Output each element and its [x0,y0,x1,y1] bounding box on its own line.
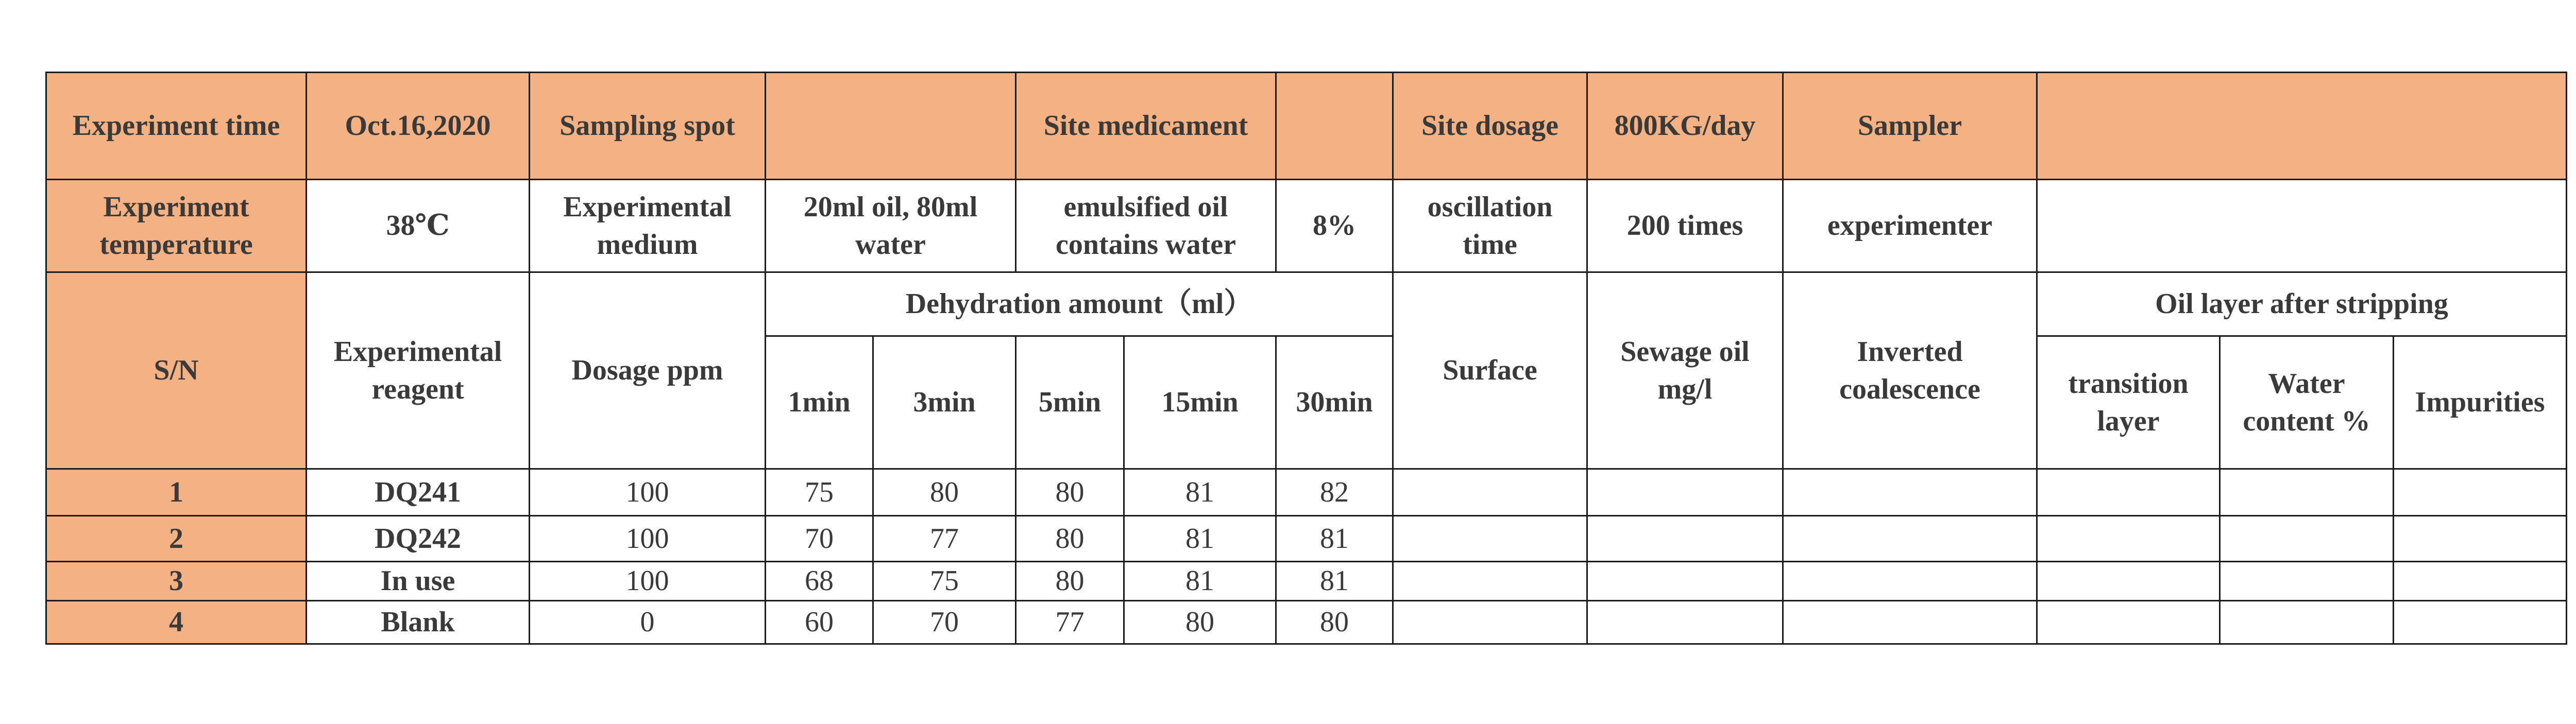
row-transition [2037,516,2220,562]
row-value-30min: 81 [1276,516,1393,562]
oscillation-label: oscillation time [1393,180,1587,272]
row-value-1min: 60 [766,600,873,644]
row-value-3min: 70 [873,600,1016,644]
time-header-30min: 30min [1276,336,1393,469]
time-header-3min: 3min [873,336,1016,469]
medium-label: Experimental medium [530,180,766,272]
reagent-header: Experimental reagent [307,272,530,469]
dehydration-group-header: Dehydration amount（ml） [766,272,1393,336]
site-medicament-label: Site medicament [1016,73,1276,180]
row-value-15min: 80 [1124,600,1276,644]
row-surface [1393,600,1587,644]
row-transition [2037,562,2220,601]
row-reagent: Blank [307,600,530,644]
row-sn: 4 [46,600,307,644]
row-value-15min: 81 [1124,516,1276,562]
row-value-3min: 80 [873,469,1016,516]
row-sn: 1 [46,469,307,516]
sampling-spot-label: Sampling spot [530,73,766,180]
time-header-5min: 5min [1016,336,1124,469]
row-dosage: 100 [530,516,766,562]
row-water-content [2220,516,2394,562]
sampler-label: Sampler [1783,73,2037,180]
row-value-5min: 80 [1016,562,1124,601]
row-value-30min: 81 [1276,562,1393,601]
sampling-spot-value [766,73,1016,180]
dosage-header: Dosage ppm [530,272,766,469]
conditions-row [46,180,2567,272]
row-value-1min: 70 [766,516,873,562]
row-surface [1393,562,1587,601]
row-sewage-oil [1587,600,1783,644]
site-medicament-value [1276,73,1393,180]
row-impurities [2394,562,2567,601]
medium-value: 20ml oil, 80ml water [766,180,1016,272]
experimenter-label: experimenter [1783,180,2037,272]
surface-header: Surface [1393,272,1587,469]
row-surface [1393,469,1587,516]
row-water-content [2220,469,2394,516]
row-impurities [2394,516,2567,562]
row-value-30min: 80 [1276,600,1393,644]
row-sewage-oil [1587,562,1783,601]
row-value-30min: 82 [1276,469,1393,516]
impurities-header: Impurities [2394,336,2567,469]
oil-layer-group-header: Oil layer after stripping [2037,272,2567,336]
sn-header: S/N [46,272,307,469]
experiment-record-table [45,72,2567,645]
row-dosage: 100 [530,469,766,516]
inverted-coalescence-header: Inverted coalescence [1783,272,2037,469]
header-row [46,73,2567,180]
row-value-15min: 81 [1124,562,1276,601]
row-sn: 2 [46,516,307,562]
table-row [46,562,2567,601]
temperature-value: 38℃ [307,180,530,272]
row-transition [2037,600,2220,644]
row-impurities [2394,469,2567,516]
row-inverted [1783,600,2037,644]
row-dosage: 0 [530,600,766,644]
row-value-1min: 75 [766,469,873,516]
time-header-1min: 1min [766,336,873,469]
row-reagent: In use [307,562,530,601]
emulsified-value: 8% [1276,180,1393,272]
row-sn: 3 [46,562,307,601]
row-dosage: 100 [530,562,766,601]
row-reagent: DQ241 [307,469,530,516]
site-dosage-value: 800KG/day [1587,73,1783,180]
row-value-5min: 77 [1016,600,1124,644]
site-dosage-label: Site dosage [1393,73,1587,180]
emulsified-label: emulsified oil contains water [1016,180,1276,272]
experiment-time-label: Experiment time [46,73,307,180]
experimenter-value [2037,180,2567,272]
row-value-5min: 80 [1016,516,1124,562]
row-sewage-oil [1587,469,1783,516]
experiment-time-value: Oct.16,2020 [307,73,530,180]
row-value-1min: 68 [766,562,873,601]
water-content-header: Water content % [2220,336,2394,469]
row-value-15min: 81 [1124,469,1276,516]
row-value-5min: 80 [1016,469,1124,516]
row-reagent: DQ242 [307,516,530,562]
sampler-value [2037,73,2567,180]
temperature-label: Experiment temperature [46,180,307,272]
row-water-content [2220,562,2394,601]
row-transition [2037,469,2220,516]
row-water-content [2220,600,2394,644]
row-value-3min: 77 [873,516,1016,562]
row-inverted [1783,469,2037,516]
row-value-3min: 75 [873,562,1016,601]
table-row [46,516,2567,562]
row-impurities [2394,600,2567,644]
time-header-15min: 15min [1124,336,1276,469]
transition-layer-header: transition layer [2037,336,2220,469]
sewage-oil-header: Sewage oil mg/l [1587,272,1783,469]
row-inverted [1783,562,2037,601]
table-row [46,469,2567,516]
row-inverted [1783,516,2037,562]
table-row [46,600,2567,644]
row-surface [1393,516,1587,562]
column-group-row [46,272,2567,336]
oscillation-value: 200 times [1587,180,1783,272]
row-sewage-oil [1587,516,1783,562]
